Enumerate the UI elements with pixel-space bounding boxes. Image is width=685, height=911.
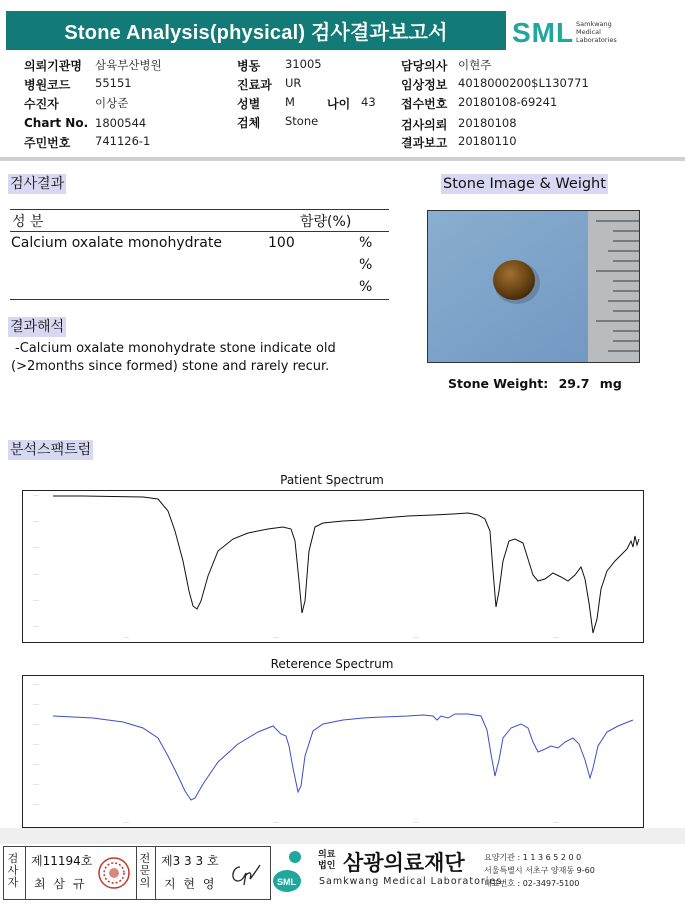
value-request-date: 20180108 bbox=[458, 116, 517, 130]
value-receipt-no: 20180108-69241 bbox=[458, 95, 558, 109]
specialist-name: 지 현 영 bbox=[164, 877, 217, 891]
value-sex: M bbox=[285, 95, 295, 109]
value-ward: 31005 bbox=[285, 57, 322, 71]
value-clinical-info: 4018000200$L130771 bbox=[458, 76, 589, 90]
svg-text:----: ---- bbox=[273, 635, 279, 640]
value-patient: 이상준 bbox=[95, 96, 129, 110]
table-top-line bbox=[10, 209, 389, 210]
result-unit: % bbox=[359, 257, 373, 273]
patient-spectrum-title: Patient Spectrum bbox=[280, 473, 384, 487]
label-institution: 의뢰기관명 bbox=[24, 59, 82, 73]
label-patient: 수진자 bbox=[24, 97, 59, 111]
svg-text:----: ---- bbox=[33, 802, 39, 807]
svg-text:----: ---- bbox=[553, 635, 559, 640]
sml-logo bbox=[512, 15, 642, 49]
org-name: 삼광의료재단 bbox=[343, 851, 465, 875]
examiner-label: 검사자 bbox=[7, 852, 19, 889]
value-hospital-code: 55151 bbox=[95, 76, 132, 90]
svg-text:----: ---- bbox=[33, 598, 39, 603]
label-report-date: 결과보고 bbox=[401, 136, 448, 150]
interpretation-text: -Calcium oxalate monohydrate stone indicate old (>2months since formed) stone and rarely recur. bbox=[11, 341, 336, 374]
signature-box bbox=[3, 846, 271, 900]
result-unit: % bbox=[359, 235, 373, 251]
value-institution: 삼육부산병원 bbox=[95, 58, 162, 72]
divider bbox=[155, 847, 156, 899]
table-header-line bbox=[10, 231, 389, 232]
result-component: Calcium oxalate monohydrate bbox=[11, 235, 222, 251]
value-age: 43 bbox=[361, 95, 376, 109]
value-resident-no: 741126-1 bbox=[95, 134, 151, 148]
spectrum-heading: 분석스팩트럼 bbox=[10, 442, 92, 458]
label-specimen: 검체 bbox=[237, 116, 261, 130]
svg-text:----: ---- bbox=[33, 702, 39, 707]
svg-text:----: ---- bbox=[33, 519, 39, 524]
svg-text:----: ---- bbox=[33, 782, 39, 787]
stone-weight-unit: mg bbox=[599, 376, 622, 391]
svg-text:----: ---- bbox=[553, 820, 559, 825]
svg-text:----: ---- bbox=[123, 635, 129, 640]
label-age: 나이 bbox=[327, 97, 351, 111]
value-chart-no: 1800544 bbox=[95, 116, 147, 130]
stone-weight-label: Stone Weight: bbox=[448, 376, 549, 391]
svg-text:----: ---- bbox=[413, 820, 419, 825]
result-value: 100 bbox=[268, 235, 295, 251]
org-prefix: 의료 법인 bbox=[318, 850, 336, 871]
col-component: 성 분 bbox=[12, 214, 44, 230]
label-receipt-no: 접수번호 bbox=[401, 97, 448, 111]
label-chart-no: Chart No. bbox=[24, 116, 89, 130]
reference-spectrum-title: Reterence Spectrum bbox=[270, 657, 394, 671]
examiner-seal-icon bbox=[97, 856, 131, 890]
svg-text:----: ---- bbox=[33, 762, 39, 767]
logo-subtitle: Samkwang Medical Laboratories bbox=[576, 20, 617, 44]
value-report-date: 20180110 bbox=[458, 134, 517, 148]
svg-text:----: ---- bbox=[33, 682, 39, 687]
svg-text:----: ---- bbox=[33, 572, 39, 577]
svg-text:----: ---- bbox=[33, 624, 39, 629]
svg-text:----: ---- bbox=[33, 545, 39, 550]
svg-text:----: ---- bbox=[33, 493, 39, 498]
result-unit: % bbox=[359, 279, 373, 295]
value-department: UR bbox=[285, 76, 302, 90]
footer-bar bbox=[0, 828, 685, 844]
interpretation-heading: 결과해석 bbox=[10, 319, 65, 335]
examiner-name: 최 삼 규 bbox=[34, 877, 87, 891]
reference-spectrum-chart bbox=[22, 675, 644, 828]
col-content: 함량(%) bbox=[300, 214, 352, 230]
label-request-date: 검사의뢰 bbox=[401, 118, 448, 132]
stone-photo-image bbox=[428, 211, 639, 362]
svg-text:----: ---- bbox=[413, 635, 419, 640]
divider bbox=[136, 847, 137, 899]
report-title: Stone Analysis(physical) 검사결과보고서 bbox=[6, 11, 506, 50]
svg-text:----: ---- bbox=[273, 820, 279, 825]
svg-text:----: ---- bbox=[123, 820, 129, 825]
value-doctor: 이현주 bbox=[458, 58, 492, 72]
svg-text:----: ---- bbox=[33, 742, 39, 747]
divider bbox=[25, 847, 26, 899]
svg-text:SML: SML bbox=[277, 877, 296, 887]
label-hospital-code: 병원코드 bbox=[24, 78, 71, 92]
stone-photo bbox=[427, 210, 640, 363]
specialist-label: 전문의 bbox=[139, 852, 151, 889]
stone-weight-value: 29.7 bbox=[558, 376, 590, 391]
value-specimen: Stone bbox=[285, 114, 319, 128]
patient-spectrum-chart bbox=[22, 490, 644, 643]
table-bottom-line bbox=[10, 299, 389, 300]
specialist-signature-icon bbox=[226, 859, 266, 889]
stone-weight bbox=[448, 376, 622, 391]
result-heading: 검사결과 bbox=[10, 176, 65, 192]
section-divider bbox=[0, 157, 685, 161]
org-contact: 요양기관 : 1 1 3 6 5 2 0 0 서울특별시 서초구 양재동 9-60 대표번호 : 02-3497-5100 bbox=[484, 853, 595, 888]
label-ward: 병동 bbox=[237, 59, 261, 73]
label-sex: 성별 bbox=[237, 97, 261, 111]
reference-spectrum-plot bbox=[23, 676, 643, 827]
stone-heading: Stone Image & Weight bbox=[443, 176, 606, 192]
org-english-name: Samkwang Medical Laboratories bbox=[319, 876, 503, 887]
examiner-license: 제11194호 bbox=[31, 854, 93, 868]
label-department: 진료과 bbox=[237, 78, 272, 92]
footer-logo bbox=[271, 849, 315, 897]
label-doctor: 담당의사 bbox=[401, 59, 448, 73]
specialist-license: 제3 3 3 호 bbox=[161, 854, 219, 868]
label-resident-no: 주민번호 bbox=[24, 136, 71, 150]
label-clinical-info: 임상정보 bbox=[401, 78, 448, 92]
sml-emblem-icon bbox=[271, 849, 315, 897]
logo-text: SML bbox=[512, 17, 575, 48]
patient-spectrum-plot bbox=[23, 491, 643, 642]
svg-text:----: ---- bbox=[33, 722, 39, 727]
